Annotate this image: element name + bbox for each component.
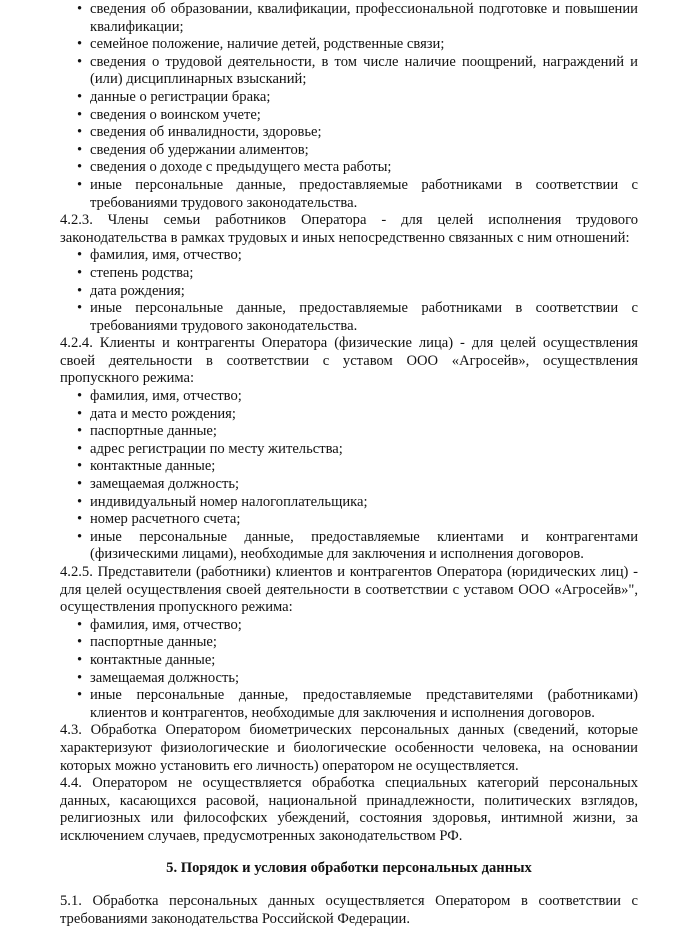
list-item: • индивидуальный номер налогоплательщика;	[77, 493, 368, 510]
bullet-icon: •	[77, 36, 83, 53]
bullet-icon: •	[77, 106, 83, 123]
list-item: • иные персональные данные, предоставляемые работниками в соответствии с требованиями трудового законодательства.	[77, 176, 638, 211]
list-item: • фамилия, имя, отчество;	[77, 388, 242, 405]
list-item: • сведения об инвалидности, здоровье;	[77, 124, 322, 141]
list-item: • иные персональные данные, предоставляемые клиентами и контрагентами (физическими лицами), необходимые для заключения и исполнения договоров.	[77, 528, 638, 563]
list-item: • иные персональные данные, предоставляемые представителями (работниками) клиентов и контрагентов, необходимые для заключения и исполнения договоров.	[77, 687, 638, 721]
bullet-icon: •	[77, 440, 83, 457]
list-a	[60, 1, 638, 212]
list-item: • сведения о трудовой деятельности, в том числе наличие поощрений, награждений и (или) дисциплинарных взысканий;	[77, 53, 638, 88]
bullet-icon: •	[77, 616, 83, 633]
bullet-icon: •	[77, 405, 83, 422]
list-item: • контактные данные;	[77, 651, 216, 668]
section-4-2-3-line2: законодательства в рамках трудовых и иных непосредственно связанных с ним отношений:	[60, 229, 630, 246]
list-item: • иные персональные данные, предоставляемые работниками в соответствии с требованиями трудового законодательства.	[77, 300, 638, 334]
list-b	[60, 247, 638, 335]
bullet-icon: •	[77, 264, 83, 281]
list-d	[60, 617, 638, 723]
list-item: • номер расчетного счета;	[77, 511, 241, 528]
bullet-icon: •	[77, 493, 83, 510]
bullet-icon: •	[77, 124, 83, 141]
list-item: • фамилия, имя, отчество;	[77, 247, 242, 264]
bullet-icon: •	[77, 458, 83, 475]
list-item: • степень родства;	[77, 264, 194, 281]
section-4-4: 4.4. Оператором не осуществляется обработка специальных категорий персональных данных, касающихся расовой, национальной принадлежности, политических взглядов, религиозных или философских убеждений, состояния здоровья, интимной жизни, за исключением случаев, предусмотренных законодательством РФ.	[60, 775, 638, 844]
bullet-icon: •	[77, 300, 83, 317]
list-item: • сведения о воинском учете;	[77, 106, 261, 123]
section-4-2-4: 4.2.4. Клиенты и контрагенты Оператора (физические лица) - для целей осуществления своей деятельности в соответствии с уставом ООО «Агросейв», осуществления пропускного режима:	[60, 335, 638, 387]
list-item: • паспортные данные;	[77, 423, 217, 440]
document-page	[60, 1, 638, 928]
list-item: • семейное положение, наличие детей, родственные связи;	[77, 36, 445, 53]
list-item: • замещаемая должность;	[77, 669, 240, 686]
section-5-heading: 5. Порядок и условия обработки персональных данных	[166, 859, 532, 876]
bullet-icon: •	[77, 476, 83, 493]
bullet-icon: •	[77, 88, 83, 105]
list-item: • фамилия, имя, отчество;	[77, 616, 242, 633]
bullet-icon: •	[77, 511, 83, 528]
list-item: • данные о регистрации брака;	[77, 88, 271, 105]
bullet-icon: •	[77, 528, 83, 545]
bullet-icon: •	[77, 176, 83, 193]
bullet-icon: •	[77, 159, 83, 176]
section-5-1: 5.1. Обработка персональных данных осуществляется Оператором в соответствии с требованиями законодательства Российской Федерации.	[60, 893, 638, 927]
list-item: • контактные данные;	[77, 458, 216, 475]
list-item: • дата и место рождения;	[77, 405, 236, 422]
list-item: • сведения об образовании, квалификации, профессиональной подготовке и повышении квалификации;	[77, 1, 638, 35]
bullet-icon: •	[77, 1, 83, 17]
bullet-icon: •	[77, 247, 83, 264]
bullet-icon: •	[77, 388, 83, 405]
list-item: • замещаемая должность;	[77, 476, 240, 493]
bullet-icon: •	[77, 423, 83, 440]
section-4-2-5: 4.2.5. Представители (работники) клиентов и контрагентов Оператора (юридических лиц) - для целей осуществления своей деятельности в соответствии с уставом ООО «Агросейв»", осуществления пропускного режима:	[60, 564, 638, 616]
list-c	[60, 388, 638, 564]
list-item: • паспортные данные;	[77, 634, 217, 651]
list-item: • адрес регистрации по месту жительства;	[77, 440, 343, 457]
section-4-3: 4.3. Обработка Оператором биометрических персональных данных (сведений, которые характеризуют физиологические и биологические особенности человека, на основании которых можно установить его личность) оператором не осуществляется.	[60, 722, 638, 774]
bullet-icon: •	[77, 141, 83, 158]
bullet-icon: •	[77, 687, 83, 704]
bullet-icon: •	[77, 669, 83, 686]
list-item: • сведения об удержании алиментов;	[77, 141, 309, 158]
bullet-icon: •	[77, 651, 83, 668]
bullet-icon: •	[77, 53, 83, 70]
bullet-icon: •	[77, 634, 83, 651]
list-item: • дата рождения;	[77, 282, 185, 299]
bullet-icon: •	[77, 282, 83, 299]
list-item: • сведения о доходе с предыдущего места работы;	[77, 159, 392, 176]
section-4-2-3-line1: 4.2.3. Члены семьи работников Оператора - для целей исполнения трудового	[60, 212, 638, 229]
